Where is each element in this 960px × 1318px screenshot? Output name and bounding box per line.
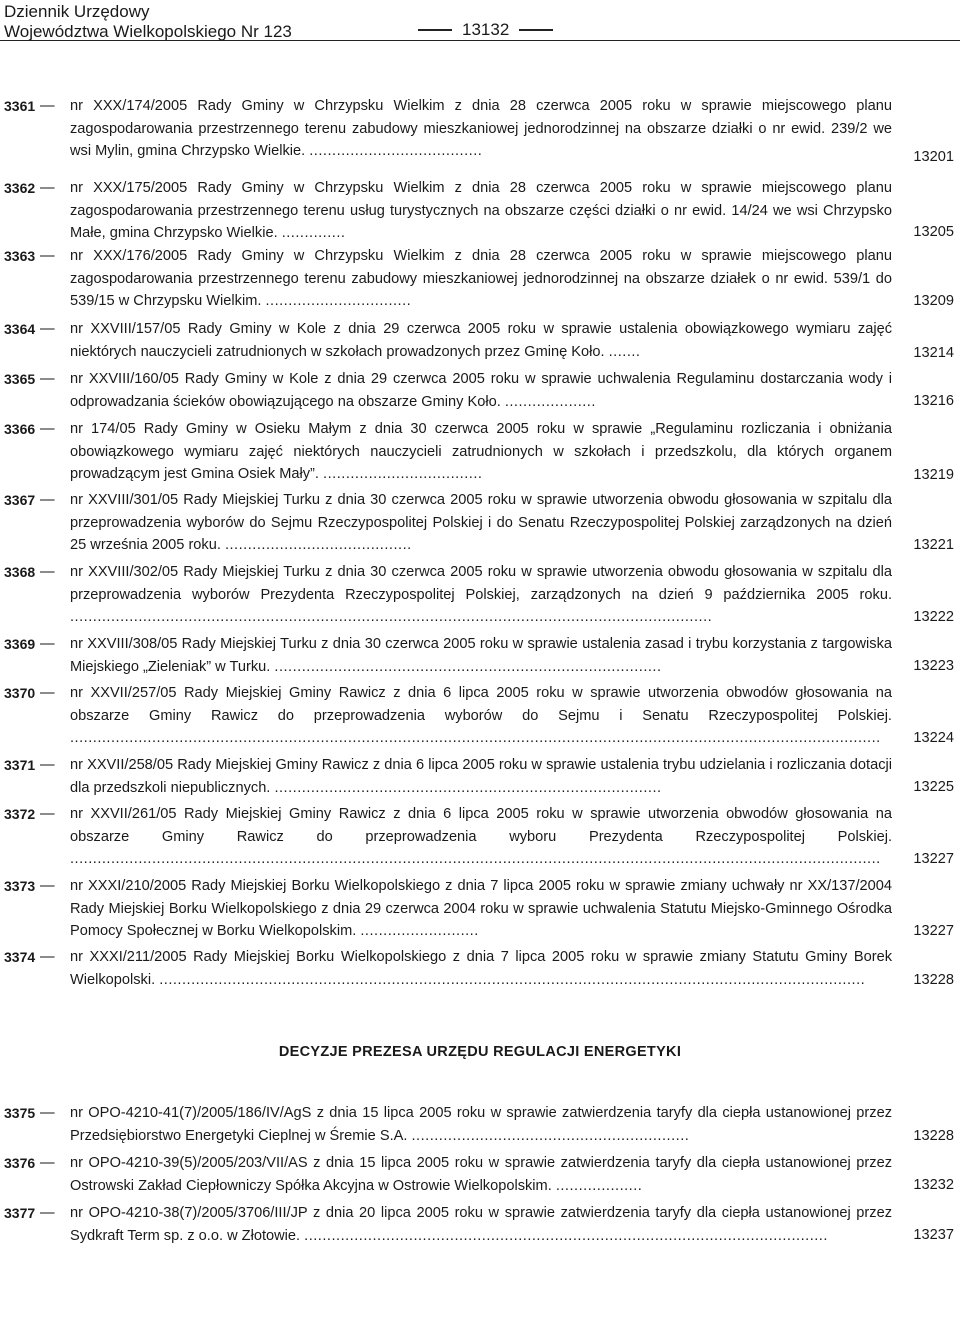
entry-leader-dots: .................... (504, 393, 596, 410)
entry-dash: — (40, 636, 55, 652)
entry-leader-dots: ............................................................. (411, 1127, 690, 1144)
entry-text: nr OPO-4210-38(7)/2005/3706/III/JP z dnia 20 lipca 2005 roku w sprawie zatwierdzenia taryfy dla ciepła ustanowionej przez Sydkraft Term sp. z o.o. w Złotowie. (70, 1205, 892, 1244)
entry-text-block (70, 245, 892, 313)
entry-text: nr 174/05 Rady Gminy w Osieku Małym z dnia 30 czerwca 2005 roku w sprawie „Regulaminu rozliczania i obniżania obowiązkowego wymiaru zajęć niektórych nauczycieli zatrudnionych w szkołach i przedszkolu, dla których organem prowadzącym jest Gmina Osiek Mały”. (70, 421, 892, 482)
entry-leader-dots: ................... (555, 1177, 643, 1194)
entry-text: nr XXXI/211/2005 Rady Miejskiej Borku Wielkopolskiego z dnia 7 lipca 2005 roku w sprawie zmiany Statutu Gminy Borek Wielkopolski. (70, 949, 892, 988)
entry-number: 3372 (4, 806, 36, 822)
entry-number: 3364 (4, 321, 36, 337)
entry-text-block (70, 946, 892, 991)
entry-text: nr XXXI/210/2005 Rady Miejskiej Borku Wielkopolskiego z dnia 7 lipca 2005 roku w sprawie zmiany uchwały nr XX/137/2004 Rady Miejskiej Borku Wielkopolskiego z dnia 29 czerwca 2004 roku w sprawie uchwalenia Statutu Miejsko-Gminnego Ośrodka Pomocy Społecznej w Borku Wielkopolskim. (70, 878, 892, 939)
entry-page: 13201 (913, 149, 954, 165)
entry-text-block (70, 1152, 892, 1197)
entry-dash: — (40, 371, 55, 387)
entry-text: nr XXX/176/2005 Rady Gminy w Chrzypsku Wielkim z dnia 28 czerwca 2005 roku w sprawie miejscowego planu zagospodarowania przestrzennego terenu zabudowy mieszkaniowej jednorodzinnej na obszarze działek o nr ewid. 539/1 do 539/15 w Chrzypsku Wielkim. (70, 248, 892, 309)
entry-text: nr XXVII/258/05 Rady Miejskiej Gminy Rawicz z dnia 6 lipca 2005 roku w sprawie ustalenia trybu udzielania i rozliczania dotacji dla przedszkoli niepublicznych. (70, 757, 892, 796)
entry-text-block (70, 803, 892, 871)
entry-number: 3368 (4, 564, 36, 580)
entry-leader-dots: ......................................... (224, 537, 412, 553)
entry-leader-dots: .................................................................................................................................................................................. (70, 730, 881, 746)
entry-leader-dots: ...................................... (309, 143, 483, 159)
entry-number: 3371 (4, 757, 36, 773)
entry-dash: — (40, 321, 55, 337)
entry-number: 3367 (4, 492, 36, 508)
entry-number: 3362 (4, 180, 36, 196)
entry-page: 13225 (913, 779, 954, 795)
entry-text-block (70, 177, 892, 245)
entry-page: 13228 (913, 972, 954, 988)
entry-text-block (70, 682, 892, 750)
entry-page: 13223 (913, 658, 954, 674)
entry-dash: — (40, 492, 55, 508)
entry-page: 13221 (913, 537, 954, 553)
entry-text-block (70, 489, 892, 557)
entry-leader-dots: ....... (608, 343, 641, 360)
entry-leader-dots: ................................ (265, 293, 412, 309)
entry-text-block (70, 318, 892, 363)
entry-page: 13227 (913, 851, 954, 867)
entry-page: 13224 (913, 730, 954, 746)
entry-text: nr XXVIII/308/05 Rady Miejskiej Turku z dnia 30 czerwca 2005 roku w sprawie ustalenia zasad i trybu korzystania z targowiska Miejskiego „Zieleniak” w Turku. (70, 636, 892, 675)
entry-text: nr XXX/174/2005 Rady Gminy w Chrzypsku Wielkim z dnia 28 czerwca 2005 roku w sprawie miejscowego planu zagospodarowania przestrzennego terenu zabudowy mieszkaniowej jednorodzinnej na obszarze działki o nr ewid. 239/2 we wsi Mylin, gmina Chrzypsko Wielkie. (70, 98, 892, 159)
entry-dash: — (40, 685, 55, 701)
entry-leader-dots: ........................................................................................................................................................... (159, 971, 866, 988)
entry-text: nr OPO-4210-39(5)/2005/203/VII/AS z dnia 15 lipca 2005 roku w sprawie zatwierdzenia taryfy dla ciepła ustanowionej przez Ostrowski Zakład Ciepłowniczy Spółka Akcyjna w Ostrowie Wielkopolskim. (70, 1155, 892, 1194)
entry-number: 3361 (4, 98, 36, 114)
entry-page: 13216 (913, 393, 954, 409)
page-number-dash-right (519, 29, 553, 31)
entry-dash: — (40, 180, 55, 196)
entry-text: nr XXVIII/301/05 Rady Miejskiej Turku z dnia 30 czerwca 2005 roku w sprawie utworzenia obwodu głosowania w szpitalu dla przeprowadzenia wyborów do Sejmu Rzeczypospolitej Polskiej i do Senatu Rzeczypospolitej Polskiej zarządzonych na dzień 25 września 2005 roku. (70, 492, 892, 553)
publication-title (4, 2, 292, 42)
entry-number: 3365 (4, 371, 36, 387)
entry-page: 13214 (913, 345, 954, 361)
entry-text-block (70, 95, 892, 163)
entry-dash: — (40, 248, 55, 264)
entry-text-block (70, 754, 892, 799)
section-title: DECYZJE PREZESA URZĘDU REGULACJI ENERGETYKI (278, 1044, 682, 1060)
entry-leader-dots: ................................................................................................................... (304, 1227, 828, 1244)
entry-number: 3363 (4, 248, 36, 264)
entry-dash: — (40, 949, 55, 965)
entry-leader-dots: .................................................................................................................................................................................. (70, 851, 881, 867)
entry-text-block (70, 1202, 892, 1247)
entry-dash: — (40, 564, 55, 580)
entry-page: 13237 (913, 1227, 954, 1243)
entry-leader-dots: .......................... (360, 923, 479, 939)
entry-text-block (70, 633, 892, 678)
entry-page: 13227 (913, 923, 954, 939)
publication-line-2: Województwa Wielkopolskiego Nr 123 (4, 22, 292, 41)
entry-text: nr XXVIII/160/05 Rady Gminy w Kole z dnia 29 czerwca 2005 roku w sprawie uchwalenia Regulaminu dostarczania wody i odprowadzania ścieków obowiązującego na obszarze Gminy Koło. (70, 371, 892, 410)
entry-leader-dots: ................................... (323, 466, 483, 482)
entry-dash: — (40, 98, 55, 114)
entry-number: 3370 (4, 685, 36, 701)
entry-number: 3376 (4, 1155, 36, 1171)
entry-dash: — (40, 1155, 55, 1171)
publication-line-1: Dziennik Urzędowy (4, 2, 150, 21)
entry-text: nr XXVII/257/05 Rady Miejskiej Gminy Rawicz z dnia 6 lipca 2005 roku w sprawie utworzenia obwodów głosowania na obszarze Gminy Rawicz do przeprowadzenia wyborów do Sejmu i Senatu Rzeczypospolitej Polskiej. (70, 685, 892, 724)
entry-text-block (70, 1102, 892, 1147)
entry-leader-dots: ............................................................................................................................................. (70, 609, 713, 625)
entry-text: nr XXVIII/157/05 Rady Gminy w Kole z dnia 29 czerwca 2005 roku w sprawie ustalenia obowiązkowego wymiaru zajęć niektórych nauczycieli zatrudnionych w szkołach prowadzonych przez Gminę Koło. (70, 321, 892, 360)
entry-number: 3369 (4, 636, 36, 652)
entry-dash: — (40, 1205, 55, 1221)
entry-number: 3375 (4, 1105, 36, 1121)
entry-text: nr XXVIII/302/05 Rady Miejskiej Turku z dnia 30 czerwca 2005 roku w sprawie utworzenia obwodu głosowania w szpitalu dla przeprowadzenia wyborów Prezydenta Rzeczypospolitej Polskiej, zarządzonych na dzień 9 października 2005 roku. (70, 564, 892, 603)
entry-number: 3377 (4, 1205, 36, 1221)
entry-dash: — (40, 421, 55, 437)
entry-leader-dots: ..................................................................................... (274, 779, 662, 796)
entry-text-block (70, 368, 892, 413)
entry-page: 13228 (913, 1128, 954, 1144)
page-number: 13132 (462, 20, 510, 39)
entry-page: 13222 (913, 609, 954, 625)
page-number-block (418, 20, 553, 40)
entry-text-block (70, 418, 892, 486)
entry-number: 3366 (4, 421, 36, 437)
entry-dash: — (40, 806, 55, 822)
entry-page: 13209 (913, 293, 954, 309)
entry-leader-dots: ..................................................................................... (274, 658, 662, 675)
entry-number: 3374 (4, 949, 36, 965)
page-header (0, 0, 960, 41)
entry-text-block (70, 875, 892, 943)
entry-page: 13219 (913, 467, 954, 483)
entry-page: 13232 (913, 1177, 954, 1193)
entry-leader-dots: .............. (281, 225, 346, 241)
entry-number: 3373 (4, 878, 36, 894)
entry-page: 13205 (913, 224, 954, 240)
entry-dash: — (40, 878, 55, 894)
entry-dash: — (40, 757, 55, 773)
entry-text: nr OPO-4210-41(7)/2005/186/IV/AgS z dnia 15 lipca 2005 roku w sprawie zatwierdzenia taryfy dla ciepła ustanowionej przez Przedsiębiorstwo Energetyki Cieplnej w Śremie S.A. (70, 1105, 892, 1144)
entry-dash: — (40, 1105, 55, 1121)
entry-text-block (70, 561, 892, 629)
page-number-dash-left (418, 29, 452, 31)
entry-text: nr XXX/175/2005 Rady Gminy w Chrzypsku Wielkim z dnia 28 czerwca 2005 roku w sprawie miejscowego planu zagospodarowania przestrzennego terenu usług turystycznych na obszarze części działki o nr ewid. 14/24 we wsi Chrzypsko Małe, gmina Chrzypsko Wielkie. (70, 180, 892, 241)
entry-text: nr XXVII/261/05 Rady Miejskiej Gminy Rawicz z dnia 6 lipca 2005 roku w sprawie utworzenia obwodów głosowania na obszarze Gminy Rawicz do przeprowadzenia wyboru Prezydenta Rzeczypospolitej Polskiej. (70, 806, 892, 845)
